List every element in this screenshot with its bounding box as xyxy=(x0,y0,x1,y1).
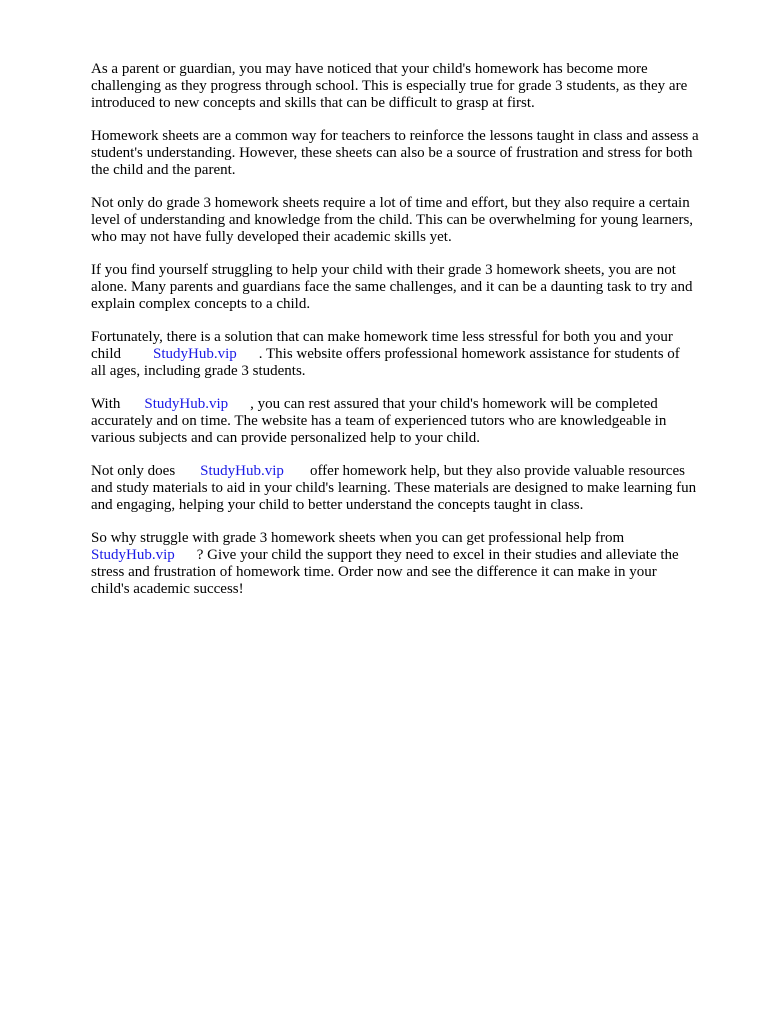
paragraph-line: alone. Many parents and guardians face the same challenges, and it can be a daunting task to try and xyxy=(91,279,693,295)
paragraph-7 xyxy=(91,463,727,514)
paragraph-line: and engaging, helping your child to better understand the concepts taught in class. xyxy=(91,497,584,513)
paragraph-8 xyxy=(91,530,727,598)
paragraph-line: and study materials to aid in your child's learning. These materials are designed to make learning fun xyxy=(91,480,697,496)
paragraph-text: , you can rest assured that your child's homework will be completed xyxy=(250,396,658,412)
paragraph-6 xyxy=(91,396,727,447)
paragraph-line: explain complex concepts to a child. xyxy=(91,296,311,312)
paragraph-text: . This website offers professional homework assistance for students of xyxy=(258,346,680,362)
paragraph-line xyxy=(91,463,727,480)
paragraph-line: various subjects and can provide personalized help to your child. xyxy=(91,430,481,446)
studyhub-link[interactable]: StudyHub.vip xyxy=(144,396,229,412)
paragraph-4 xyxy=(91,262,727,313)
paragraph-2 xyxy=(91,128,727,179)
paragraph-line: If you find yourself struggling to help your child with their grade 3 homework sheets, you are not xyxy=(91,262,676,278)
paragraph-line: Homework sheets are a common way for teachers to reinforce the lessons taught in class and assess a xyxy=(91,128,699,144)
paragraph-line: child's academic success! xyxy=(91,581,244,597)
paragraph-line: level of understanding and knowledge from the child. This can be overwhelming for young learners, xyxy=(91,212,694,228)
paragraph-text: ? Give your child the support they need to excel in their studies and alleviate the xyxy=(196,547,679,563)
paragraph-line: So why struggle with grade 3 homework sheets when you can get professional help from xyxy=(91,530,625,546)
paragraph-3 xyxy=(91,195,727,246)
paragraph-line: As a parent or guardian, you may have noticed that your child's homework has become more xyxy=(91,61,648,77)
paragraph-line: the child and the parent. xyxy=(91,162,236,178)
paragraph-line: accurately and on time. The website has a team of experienced tutors who are knowledgeable in xyxy=(91,413,667,429)
studyhub-link[interactable]: StudyHub.vip xyxy=(91,547,175,563)
paragraph-line: Fortunately, there is a solution that can make homework time less stressful for both you and your xyxy=(91,329,673,345)
document-page xyxy=(91,61,727,614)
paragraph-1 xyxy=(91,61,727,112)
paragraph-line: Not only do grade 3 homework sheets require a lot of time and effort, but they also require a certain xyxy=(91,195,690,211)
paragraph-line: introduced to new concepts and skills that can be difficult to grasp at first. xyxy=(91,95,535,111)
paragraph-line: challenging as they progress through school. This is especially true for grade 3 students, as they are xyxy=(91,78,688,94)
paragraph-line xyxy=(91,547,727,564)
studyhub-link[interactable]: StudyHub.vip xyxy=(153,346,237,362)
studyhub-link[interactable]: StudyHub.vip xyxy=(200,463,284,479)
paragraph-line xyxy=(91,396,727,413)
paragraph-line: all ages, including grade 3 students. xyxy=(91,363,306,379)
paragraph-line: stress and frustration of homework time. Order now and see the difference it can make in your xyxy=(91,564,657,580)
paragraph-5 xyxy=(91,329,727,380)
paragraph-line: student's understanding. However, these sheets can also be a source of frustration and stress for both xyxy=(91,145,693,161)
paragraph-text: With xyxy=(91,396,121,412)
paragraph-line: who may not have fully developed their academic skills yet. xyxy=(91,229,452,245)
paragraph-text: child xyxy=(91,346,121,362)
paragraph-text: offer homework help, but they also provide valuable resources xyxy=(309,463,685,479)
paragraph-text: Not only does xyxy=(91,463,176,479)
paragraph-line xyxy=(91,346,727,363)
